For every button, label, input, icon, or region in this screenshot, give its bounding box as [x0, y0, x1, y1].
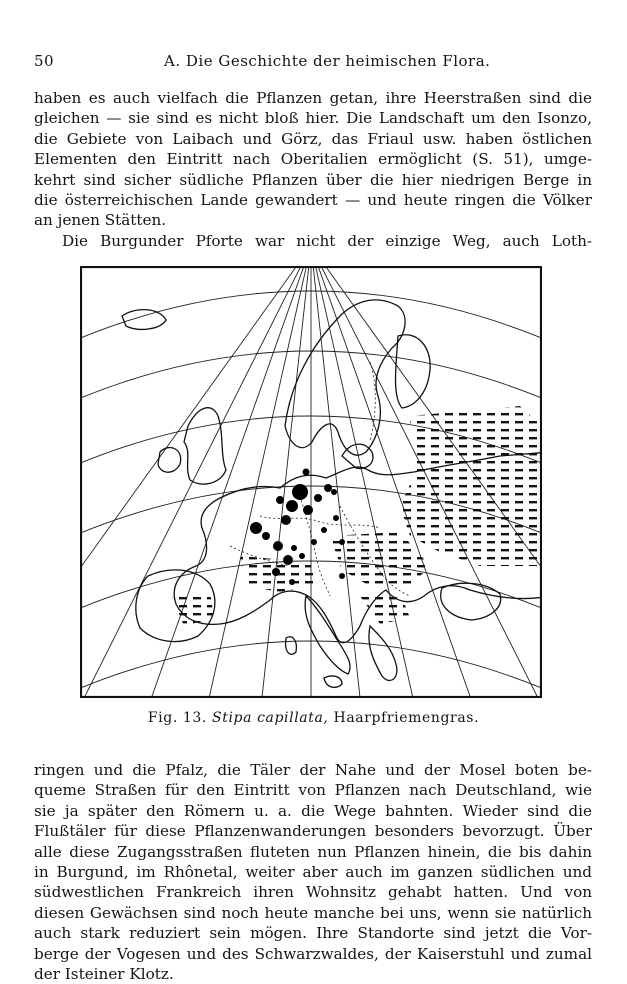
text-line: Die Burgunder Pforte war nicht der einzige Weg, auch Loth- — [62, 231, 592, 250]
text-line: an jenen Stätten. — [34, 211, 167, 230]
figure-caption — [0, 710, 627, 726]
text-line: in Burgund, im Rhônetal, weiter aber auch im ganzen südlichen und — [34, 863, 592, 882]
text-line: queme Straßen für den Eintritt von Pflanzen nach Deutschland, wie — [34, 781, 592, 800]
text-line: südwestlichen Frankreich ihren Wohnsitz gehabt hatten. Und von — [34, 883, 592, 902]
text-line: kehrt sind sicher südliche Pflanzen über die hier niedrigen Berge in — [34, 170, 592, 189]
text-line: Elementen den Eintritt nach Oberitalien ermöglicht (S. 51), umge- — [34, 150, 592, 169]
text-line: sie ja später den Römern u. a. die Wege bahnten. Wieder sind die — [34, 801, 592, 820]
text-line: berge der Vogesen und des Schwarzwaldes, der Kaiserstuhl und zumal — [34, 944, 592, 963]
text-line: auch stark reduziert sein mögen. Ihre Standorte sind jetzt die Vor- — [34, 924, 592, 943]
distribution-map — [80, 266, 542, 698]
text-line: der Isteiner Klotz. — [34, 965, 174, 984]
paragraph-bottom — [34, 760, 592, 984]
running-title: A. Die Geschichte der heimischen Flora. — [164, 52, 491, 70]
species-name: Stipa capillata, — [212, 710, 329, 726]
text-line: ringen und die Pfalz, die Täler der Nahe und der Mosel boten be- — [34, 761, 592, 779]
paragraph-top — [34, 88, 592, 251]
figure-label: Fig. 13. — [147, 710, 207, 726]
running-header — [34, 52, 594, 74]
text-line: alle diese Zugangsstraßen fluteten nun Pflanzen hinein, die bis dahin — [34, 842, 592, 861]
text-line: diesen Gewächsen sind noch heute manche bei uns, wenn sie natürlich — [34, 903, 592, 922]
text-line: die Gebiete von Laibach und Görz, das Friaul usw. haben östlichen — [34, 129, 592, 148]
text-line: haben es auch vielfach die Pflanzen getan, ihre Heerstraßen sind die — [34, 89, 592, 107]
text-line: Flußtäler für diese Pflanzenwanderungen besonders bevorzugt. Über — [34, 822, 592, 841]
page-number: 50 — [34, 52, 55, 70]
text-line: die österreichischen Lande gewandert — und heute ringen die Völker — [34, 191, 592, 210]
common-name: Haarpfriemengras. — [333, 710, 480, 726]
text-line: gleichen — sie sind es nicht bloß hier. Die Landschaft um den Isonzo, — [34, 109, 592, 128]
